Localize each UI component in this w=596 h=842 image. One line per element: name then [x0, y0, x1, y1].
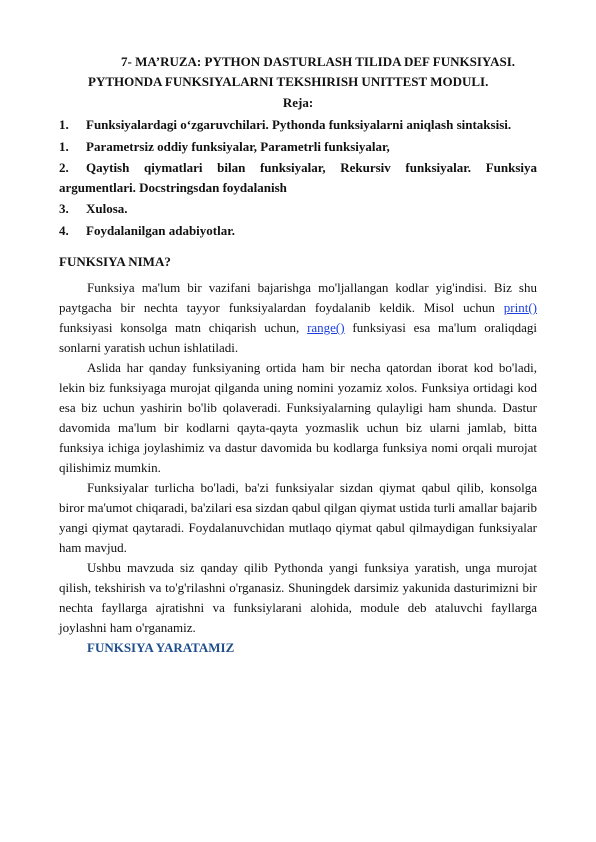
- plan-item-text: Qaytish qiymatlari bilan funksiyalar, Rekursiv funksiyalar. Funksiya argumentlari. Docstringsdan foydalanish: [59, 160, 537, 195]
- paragraph-1-text-c: funksiyasi esa ma'lum oraliqdagi sonlarni yaratish uchun ishlatiladi.: [59, 320, 537, 355]
- plan-item-number: 1.: [59, 138, 69, 154]
- paragraph-1-text-b: funksiyasi konsolga matn chiqarish uchun,: [59, 320, 308, 335]
- plan-list: [59, 115, 537, 240]
- paragraph-4: Ushbu mavzuda siz qanday qilib Pythonda yangi funksiya yaratish, unga murojat qilish, tekshirish va to'g'rilashni o'rganasiz. Shuningdek darsimiz yakunida dasturimizni bir nechta fayllarga ajratishni va funksiylarani alohida, module deb ataluvchi fayllarga joylashni ham o'rganamiz.: [59, 560, 537, 635]
- plan-heading: Reja:: [282, 95, 314, 110]
- paragraph-1-text-a: Funksiya ma'lum bir vazifani bajarishga mo'ljallangan kodlar yig'indisi. Biz shu paytgacha bir nechta tayyor funksiyalardan foydalanib keldik. Misol uchun: [59, 280, 537, 315]
- document-title-line2: PYTHONDA FUNKSIYALARNI TEKSHIRISH UNITTEST MODULI.: [88, 74, 489, 89]
- plan-item-number: 4.: [59, 222, 69, 238]
- plan-item-text: Funksiyalardagi o‘zgaruvchilari. Pythonda funksiyalarni aniqlash sintaksisi.: [86, 117, 512, 132]
- document-page: [59, 52, 537, 658]
- plan-item: [59, 199, 537, 219]
- plan-item-number: 3.: [59, 201, 69, 216]
- plan-item-text: Foydalanilgan adabiyotlar.: [86, 222, 236, 238]
- print-link[interactable]: print(): [503, 300, 537, 315]
- plan-item-number: 1.: [59, 117, 69, 132]
- document-title-line1: 7- MA’RUZA: PYTHON DASTURLASH TILIDA DEF FUNKSIYASI.: [120, 54, 516, 69]
- paragraph-3: Funksiyalar turlicha bo'ladi, ba'zi funksiyalar sizdan qiymat qabul qilib, konsolga biror ma'umot chiqaradi, ba'zilari esa sizdan qabul qilgan qiymat ustida turli amallar bajarib yangi qiymat qaytaradi. Foydalanuvchidan mutlaqo qiymat qabul qilmaydigan funksiyalar ham mavjud.: [59, 480, 537, 555]
- plan-item: [59, 115, 537, 135]
- plan-item: [59, 221, 537, 241]
- plan-item: [59, 158, 537, 197]
- plan-item: [59, 137, 537, 157]
- section-heading-what-is-function: FUNKSIYA NIMA?: [59, 254, 171, 269]
- plan-item-text: Xulosa.: [86, 201, 128, 216]
- section-heading-create-function: FUNKSIYA YARATAMIZ: [87, 640, 235, 655]
- range-link[interactable]: range(): [307, 320, 345, 335]
- plan-item-text: Parametrsiz oddiy funksiyalar, Parametrli funksiyalar,: [86, 138, 390, 154]
- plan-item-number: 2.: [59, 160, 69, 175]
- paragraph-1: [59, 278, 537, 358]
- paragraph-2: Aslida har qanday funksiyaning ortida ham bir necha qatordan iborat kod bo'ladi, lekin biz funksiyaga murojat qilganda uning nomini yozamiz xolos. Funksiya ortidagi kod esa biz uchun yashirin bo'lib qolaveradi. Funksiyalarning qulayligi ham shunda. Dastur davomida ma'lum bir kodlarni qayta-qayta yozmaslik uchun biz ularni jamlab, bitta funksiya ichiga joylashimiz va dastur davomida bu kodlarga funksiya nomi orqali murojat qilishimiz mumkin.: [59, 360, 537, 475]
